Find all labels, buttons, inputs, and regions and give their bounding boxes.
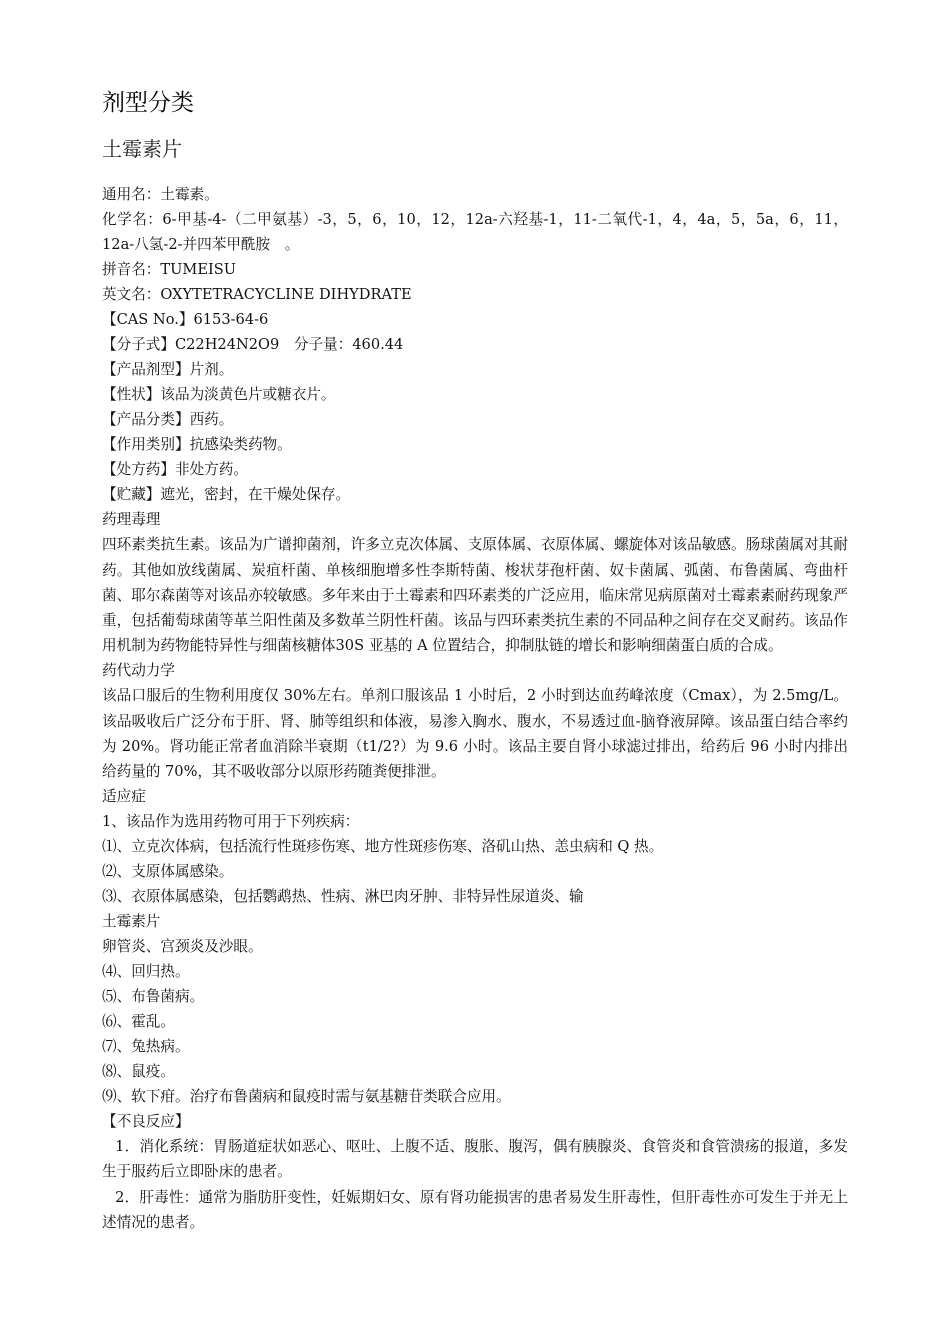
indications-intro: 1、该品作为选用药物可用于下列疾病： [102,813,360,831]
indication-item: ⑵、支原体属感染。 [102,863,234,881]
indication-item: ⑺、兔热病。 [102,1038,190,1056]
indication-item: ⑹、霍乱。 [102,1013,175,1031]
molecular-formula: 【分子式】C22H24N2O9 分子量：460.44 [102,336,404,354]
pharmacology-text: 四环素类抗生素。该品为广谱抑菌剂，许多立克次体属、支原体属、衣原体属、螺旋体对该品敏感。肠球菌属对其耐药。其他如放线菌属、炭疽杆菌、单核细胞增多性李斯特菌、梭状芽孢杆菌、奴卡菌属、弧菌、布鲁菌属、弯曲杆菌、耶尔森菌等对该品亦较敏感。多年来由于土霉素和四环素类的广泛应用，临床常见病原菌对土霉素素耐药现象严重，包括葡萄球菌等革兰阳性菌及多数革兰阴性杆菌。该品与四环素类抗生素的不同品种之间存在交叉耐药。该品作用机制为药物能特异性与细菌核糖体30S 亚基的 A 位置结合，抑制肽链的增长和影响细菌蛋白质的合成。 [102,536,848,655]
drug-title: 土霉素片 [102,137,182,161]
running-header: 土霉素片 [102,913,161,931]
chemical-name: 化学名：6-甲基-4-（二甲氨基）-3，5，6，10，12，12a-六羟基-1，11-二氧代-1，4，4a，5，5a，6，11，12a-八氢-2-并四苯甲酰胺 。 [102,211,848,254]
indication-item: ⑻、鼠疫。 [102,1063,175,1081]
pharmacokinetics-title: 药代动力学 [102,662,175,680]
pharmacokinetics-text: 该品口服后的生物利用度仅 30%左右。单剂口服该品 1 小时后，2 小时到达血药峰浓度（Cmax），为 2.5mg/L。该品吸收后广泛分布于肝、肾、肺等组织和体液，易渗入胸水、腹水，不易透过血-脑脊液屏障。该品蛋白结合率约为 20%。肾功能正常者血消除半衰期（t1/2?）为 9.6 小时。该品主要自肾小球滤过排出，给药后 96 小时内排出给药量的 70%，其不吸收部分以原形药随粪便排泄。 [102,687,848,781]
adverse-item: 1．消化系统：胃肠道症状如恶心、呕吐、上腹不适、腹胀、腹泻，偶有胰腺炎、食管炎和食管溃疡的报道，多发生于服药后立即卧床的患者。 [102,1138,848,1181]
cas-number: 【CAS No.】6153-64-6 [102,311,269,329]
action-class: 【作用类别】抗感染类药物。 [102,436,292,454]
storage: 【贮藏】遮光，密封，在干燥处保存。 [102,486,351,504]
dosage-form: 【产品剂型】片剂。 [102,361,234,379]
adverse-title: 【不良反应】 [102,1113,190,1131]
indication-item: ⑶、衣原体属感染，包括鹦鹉热、性病、淋巴肉牙肿、非特异性尿道炎、输 [102,888,584,906]
generic-name: 通用名：土霉素。 [102,186,219,203]
indication-item: ⑴、立克次体病，包括流行性斑疹伤寒、地方性斑疹伤寒、洛矶山热、恙虫病和 Q 热。 [102,838,664,856]
pharmacology-title: 药理毒理 [102,511,161,529]
section-heading: 剂型分类 [102,90,194,116]
adverse-item: 2．肝毒性：通常为脂肪肝变性，妊娠期妇女、原有肾功能损害的患者易发生肝毒性，但肝毒性亦可发生于并无上述情况的患者。 [102,1188,848,1231]
prescription-status: 【处方药】非处方药。 [102,461,248,479]
indication-item: ⑸、布鲁菌病。 [102,988,205,1006]
indication-continuation: 卵管炎、宫颈炎及沙眼。 [102,938,263,956]
indication-item: ⑷、回归热。 [102,963,190,981]
english-name: 英文名：OXYTETRACYCLINE DIHYDRATE [102,286,412,304]
indication-item: ⑼、软下疳。治疗布鲁菌病和鼠疫时需与氨基糖苷类联合应用。 [102,1088,511,1106]
document-page [102,86,848,1235]
appearance: 【性状】该品为淡黄色片或糖衣片。 [102,386,336,404]
pinyin-name: 拼音名：TUMEISU [102,261,237,279]
product-category: 【产品分类】西药。 [102,411,234,429]
indications-title: 适应症 [102,788,146,806]
